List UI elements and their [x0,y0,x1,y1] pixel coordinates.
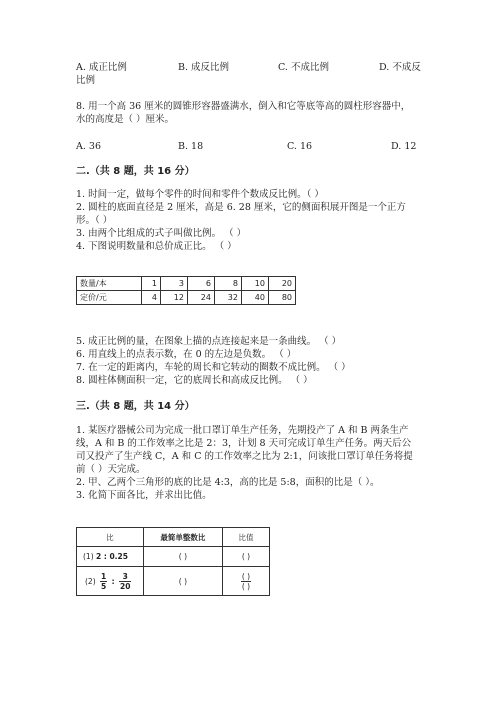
table-cell: 4 [142,291,161,305]
q8-option-b: B. 18 [178,141,204,152]
s3-line-4: 前（ ）天完成。 [76,464,146,475]
q7-option-d: D. 不成反 [379,62,421,73]
ratio-table [76,527,270,596]
s2-item-5: 5. 成正比例的量，在图象上描的点连接起来是一条曲线。 （ ） [76,336,342,347]
table-cell: 40 [241,291,268,305]
table-cell: 10 [241,277,268,291]
ratio-expression: 2 : 0.25 [96,552,128,561]
s3-line-1: 1. 某医疗器械公司为完成一批口罩订单生产任务，先期投产了 A 和 B 两条生产 [76,425,409,436]
table-cell: 24 [187,291,214,305]
answer-blank[interactable]: ( ) [143,547,222,567]
q8-option-a: A. 36 [76,141,101,152]
s3-line-5: 2. 甲、乙两个三角形的底的比是 4:3，高的比是 5:8，面积的比是（ ）。 [76,477,380,488]
q8-stem-line1: 8. 用一个高 36 厘米的圆锥形容器盛满水，倒入和它等底等高的圆柱形容器中， [76,101,411,112]
s2-item-2-wrap: 形。（ ） [76,215,113,226]
table-cell: 12 [160,291,187,305]
numerator: 3 [119,572,131,582]
table-row [77,291,296,305]
table-row [77,547,270,567]
colon: : [111,576,115,586]
answer-fraction-blank[interactable] [223,567,270,596]
q7-option-a: A. 成正比例 [76,62,127,73]
q8-option-d: D. 12 [391,141,417,152]
table-row [77,277,296,291]
q8-option-c: C. 16 [287,141,313,152]
table-cell: 1 [142,277,161,291]
s2-item-7: 7. 在一定的距离内，车轮的周长和它转动的圈数不成比例。 （ ） [76,362,351,373]
denominator: 20 [120,581,131,591]
s3-line-2: 线，A 和 B 的工作效率之比是 2：3，计划 8 天可完成订单生产任务。两天后公 [76,438,412,449]
table-header: 比 [77,528,144,547]
numerator-blank[interactable]: ( ) [241,571,251,581]
q7-option-c: C. 不成比例 [278,62,329,73]
row-index: (1) [83,552,94,561]
section2-title: 二.（共 8 题，共 16 分） [76,166,195,177]
s2-item-8: 8. 圆柱体侧面积一定，它的底周长和高成反比例。 （ ） [76,375,313,386]
fraction [241,572,251,591]
denominator-blank[interactable]: ( ) [241,581,251,591]
fraction [100,572,107,591]
s2-item-6: 6. 用直线上的点表示数，在 0 的左边是负数。 （ ） [76,349,297,360]
answer-blank[interactable]: ( ) [223,547,270,567]
q7-option-b: B. 成反比例 [178,62,230,73]
section3-title: 三.（共 8 题，共 14 分） [76,401,195,412]
table-cell: 6 [187,277,214,291]
q7-option-d-wrap: 比例 [76,75,96,86]
table-cell: 20 [268,277,295,291]
row-index: (2) [85,576,96,586]
s2-item-2: 2. 圆柱的底面直径是 2 厘米，高是 6. 28 厘米，它的侧面积展开图是一个正方 [76,202,406,213]
table-cell: 定价/元 [77,291,142,305]
table-cell [77,547,144,567]
table-cell: 32 [214,291,241,305]
table-header: 最简单整数比 [143,528,222,547]
fraction [119,572,131,591]
q8-stem-line2: 水的高度是（ ）厘米。 [76,114,175,125]
table-header: 比值 [223,528,270,547]
denominator: 5 [101,581,107,591]
answer-blank[interactable]: ( ) [143,567,222,596]
table-row [77,567,270,596]
numerator: 1 [101,571,107,581]
table-cell: 8 [214,277,241,291]
table-cell: 3 [160,277,187,291]
s3-line-6: 3. 化简下面各比，并求出比值。 [76,490,212,501]
table-row [77,528,270,547]
table-cell: 80 [268,291,295,305]
s2-item-1: 1. 时间一定，做每个零件的时间和零件个数成反比例。（ ） [76,189,324,200]
table-cell [77,567,144,596]
table-cell: 数量/本 [77,277,142,291]
s3-line-3: 司又投产了生产线 C，A 和 C 的工作效率之比为 2:1，问该批口罩订单任务将提 [76,451,413,462]
s2-item-3: 3. 由两个比组成的式子叫做比例。 （ ） [76,228,247,239]
price-table [76,276,296,305]
s2-item-4: 4. 下图说明数量和总价成正比。 （ ） [76,241,237,252]
